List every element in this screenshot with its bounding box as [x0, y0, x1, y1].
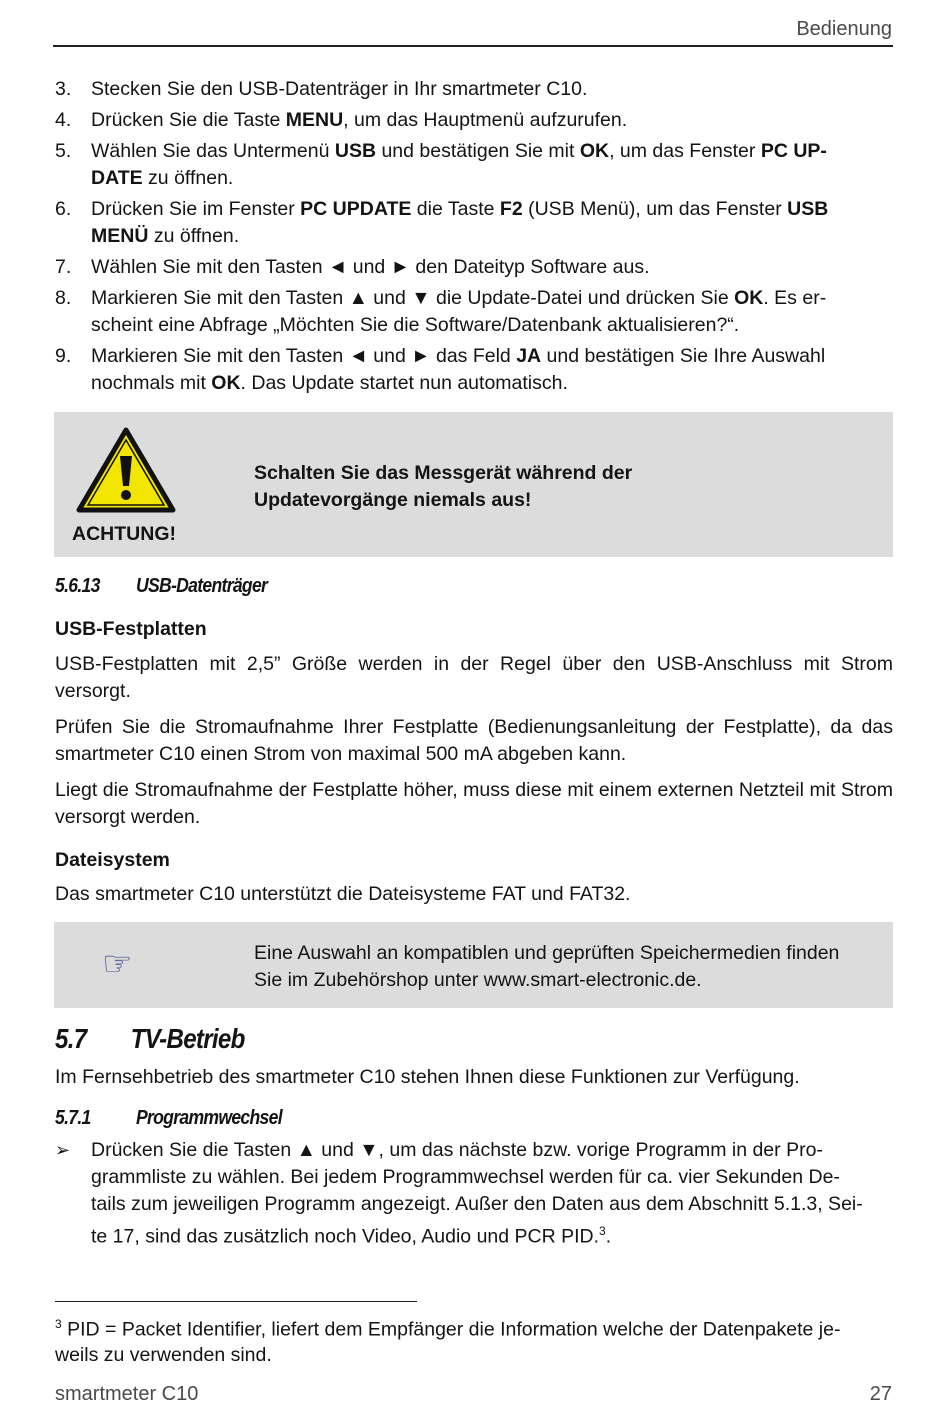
step-number: 6.: [55, 198, 72, 220]
step-text: scheint eine Abfrage „Möchten Sie die Software/Datenbank aktualisieren?“.: [91, 314, 740, 336]
step-text: nochmals mit: [91, 372, 212, 394]
paragraph: Liegt die Stromaufnahme der Festplatte höher, muss diese mit einem externen Netzteil mit Strom versorgt werden.: [55, 779, 893, 828]
warning-triangle-icon: [76, 426, 176, 514]
footnote-number: 3: [55, 1317, 62, 1331]
step-text: , um das Fenster: [609, 140, 761, 162]
page-number: 27: [869, 1383, 892, 1405]
step-text: und bestätigen Sie mit: [376, 140, 580, 162]
note-text: [254, 940, 874, 994]
note-box: [54, 922, 893, 1008]
step-keyword: JA: [516, 345, 542, 367]
section-title: USB-Datenträger: [135, 575, 268, 597]
step-keyword: MENÜ: [91, 225, 149, 247]
step-text: Markieren Sie mit den Tasten ▲ und ▼ die Update-Datei und drücken Sie: [91, 287, 735, 309]
bullet-item: [55, 1137, 893, 1251]
bullet-end: .: [605, 1225, 612, 1248]
warning-line: Schalten Sie das Messgerät während der: [254, 462, 633, 484]
step-keyword: DATE: [91, 167, 143, 189]
running-header: Bedienung: [796, 18, 892, 40]
header-rule: [53, 45, 893, 47]
subheading-usb-festplatten: USB-Festplatten: [55, 618, 207, 640]
footnote-line: weils zu verwenden sind.: [55, 1343, 272, 1366]
step-keyword: USB: [334, 140, 377, 162]
step-item: [55, 343, 893, 397]
step-text: (USB Menü), um das Fenster: [522, 198, 788, 220]
footnote-line: [55, 1312, 893, 1343]
section-intro: Im Fernsehbetrieb des smartmeter C10 stehen Ihnen diese Funktionen zur Verfügung.: [55, 1066, 800, 1088]
footnote-rule: [55, 1301, 417, 1302]
step-item: [55, 254, 893, 281]
footnote-text: PID = Packet Identifier, liefert dem Empfänger die Information welche der Datenpakete je-: [61, 1318, 841, 1341]
warning-line: Updatevorgänge niemals aus!: [254, 489, 532, 511]
step-text: zu öffnen.: [142, 167, 234, 189]
footnote: [55, 1312, 893, 1368]
step-number: 9.: [55, 345, 72, 367]
step-keyword: PC UPDATE: [300, 198, 412, 220]
footer-product: smartmeter C10: [55, 1383, 199, 1405]
arrow-bullet-icon: ➢: [55, 1140, 71, 1160]
warning-text: [254, 460, 714, 514]
bullet-line: [91, 1218, 893, 1251]
step-keyword: F2: [499, 198, 523, 220]
step-keyword: MENU: [285, 109, 344, 131]
section-number: 5.7.1: [55, 1107, 91, 1129]
bullet-line: Drücken Sie die Tasten ▲ und ▼, um das nächste bzw. vorige Programm in der Pro-: [91, 1139, 823, 1161]
section-number: 5.7: [55, 1023, 87, 1054]
paragraph: Das smartmeter C10 unterstützt die Dateisysteme FAT und FAT32.: [55, 883, 631, 905]
note-line: Eine Auswahl an kompatiblen und geprüften Speichermedien finden: [254, 942, 840, 964]
step-keyword: PC UP-: [760, 140, 827, 162]
step-item: [55, 285, 893, 339]
bullet-line-text: te 17, sind das zusätzlich noch Video, Audio und PCR PID.: [91, 1225, 600, 1248]
steps-list: [55, 76, 893, 401]
step-number: 8.: [55, 287, 72, 309]
step-number: 7.: [55, 256, 72, 278]
step-item: [55, 196, 893, 250]
pointing-hand-icon: ☞: [102, 944, 133, 984]
section-number: 5.6.13: [55, 575, 100, 597]
step-keyword: USB: [787, 198, 829, 220]
step-text: Drücken Sie im Fenster: [91, 198, 301, 220]
step-number: 4.: [55, 109, 72, 131]
bullet-line: grammliste zu wählen. Bei jedem Programmwechsel werden für ca. vier Sekunden De-: [91, 1166, 840, 1188]
step-keyword: OK: [579, 140, 610, 162]
step-text: zu öffnen.: [148, 225, 240, 247]
subheading-dateisystem: Dateisystem: [55, 849, 170, 871]
step-text: . Das Update startet nun automatisch.: [240, 372, 568, 394]
paragraph: USB-Festplatten mit 2,5” Größe werden in der Regel über den USB-Anschluss mit Strom versorgt.: [55, 653, 893, 702]
step-text: Markieren Sie mit den Tasten ◄ und ► das Feld: [91, 345, 517, 367]
step-number: 3.: [55, 78, 72, 100]
section-heading-5-7: [55, 1023, 245, 1055]
paragraph: Prüfen Sie die Stromaufnahme Ihrer Festplatte (Bedienungsanleitung der Festplatte), da das smartmeter C10 einen Strom von maximal 500 mA abgeben kann.: [55, 716, 893, 765]
step-keyword: OK: [211, 372, 241, 394]
bullet-line: tails zum jeweiligen Programm angezeigt. Außer den Daten aus dem Abschnitt 5.1.3, Sei-: [91, 1193, 863, 1215]
step-text: die Taste: [411, 198, 500, 220]
step-text: und bestätigen Sie Ihre Auswahl: [541, 345, 826, 367]
step-item: [55, 76, 893, 103]
warning-label: ACHTUNG!: [72, 523, 176, 545]
step-text: Stecken Sie den USB-Datenträger in Ihr smartmeter C10.: [91, 78, 588, 100]
section-title: TV-Betrieb: [130, 1023, 245, 1054]
step-item: [55, 138, 893, 192]
section-heading-5-6-13: [55, 575, 267, 598]
section-heading-5-7-1: [55, 1107, 282, 1130]
step-keyword: OK: [734, 287, 764, 309]
step-text: , um das Hauptmenü aufzurufen.: [343, 109, 628, 131]
note-line: Sie im Zubehörshop unter www.smart-electronic.de.: [254, 969, 702, 991]
step-text: Wählen Sie mit den Tasten ◄ und ► den Dateityp Software aus.: [91, 256, 650, 278]
step-text: Wählen Sie das Untermenü: [91, 140, 335, 162]
section-title: Programmwechsel: [135, 1107, 282, 1129]
step-item: [55, 107, 893, 134]
step-text: Drücken Sie die Taste: [91, 109, 286, 131]
step-text: . Es er-: [763, 287, 827, 309]
step-number: 5.: [55, 140, 72, 162]
warning-box: [54, 412, 893, 557]
footnote-ref: 3: [599, 1224, 606, 1238]
